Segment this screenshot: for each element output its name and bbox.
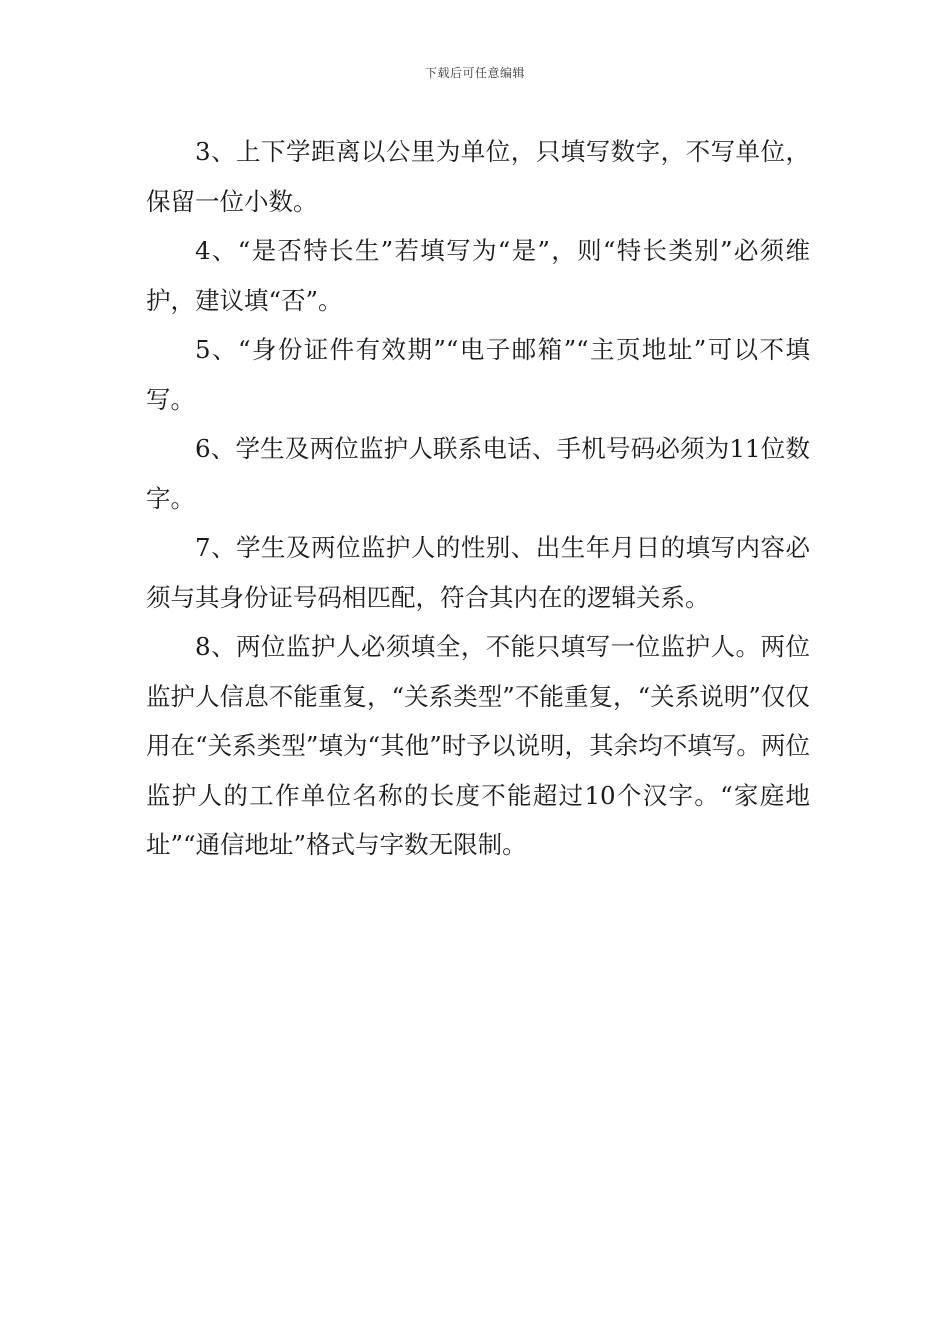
paragraph-8: 8、两位监护人必须填全，不能只填写一位监护人。两位监护人信息不能重复，“关系类型”不能重复，“关系说明”仅仅用在“关系类型”填为“其他”时予以说明，其余均不填写。两位监护人的工作单位名称的长度不能超过10个汉字。“家庭地址”“通信地址”格式与字数无限制。 [146,632,810,859]
paragraph-7: 7、学生及两位监护人的性别、出生年月日的填写内容必须与其身份证号码相匹配，符合其内在的逻辑关系。 [146,533,810,612]
paragraph-6: 6、学生及两位监护人联系电话、手机号码必须为11位数字。 [146,434,810,513]
paragraph-4: 4、“是否特长生”若填写为“是”，则“特长类别”必须维护，建议填“否”。 [146,236,810,315]
document-body [146,127,810,870]
page-header: 下载后可任意编辑 [424,66,525,80]
paragraph-3: 3、上下学距离以公里为单位，只填写数字，不写单位，保留一位小数。 [146,137,810,216]
paragraph-5: 5、“身份证件有效期”“电子邮箱”“主页地址”可以不填写。 [146,335,810,414]
